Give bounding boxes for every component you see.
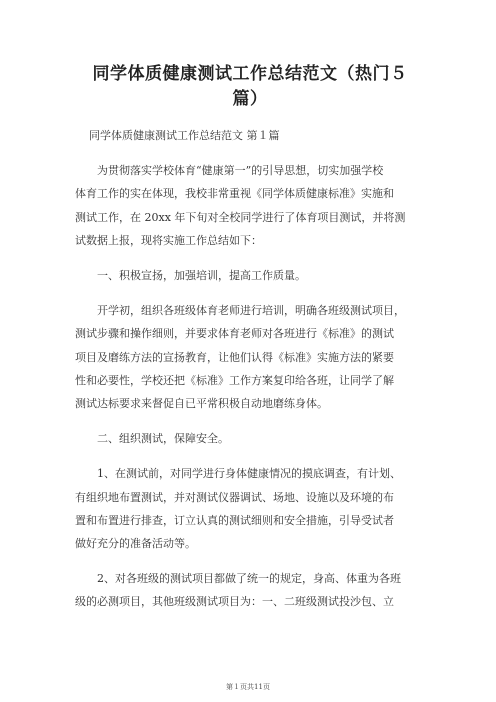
page-footer: [0, 682, 496, 692]
title-line-1: 同学体质健康测试工作总结范文（热门５: [92, 64, 408, 84]
page-number: 第１页共11页: [226, 683, 270, 691]
paragraph-line: 级的必测项目，其他班级测试项目为：一、二班级测试投沙包、立: [75, 595, 394, 609]
subheading: 一、积极宣扬，加强培训，提高工作质量。: [97, 269, 306, 283]
paragraph-line: 做好充分的准备活动等。: [75, 537, 196, 551]
title-line-2: 篇）: [232, 89, 268, 109]
paragraph-line: 为贯彻落实学校体育“健康第一”的引导思想，切实加强学校: [97, 164, 384, 178]
paragraph-line: 测试工作，在 20xx 年下旬对全校同学进行了体育项目测试，并将测: [75, 210, 406, 224]
paragraph-line: 项目及磨练方法的宣扬教育，让他们认得《标准》实施方法的紧要: [75, 350, 394, 364]
subheading: 二、组织测试，保障安全。: [97, 432, 229, 446]
paragraph-line: 测试步骤和操作细则，并要求体育老师对各班进行《标准》的测试: [75, 327, 394, 341]
paragraph-line: 性和必要性，学校还把《标准》工作方案复印给各班，让同学了解: [75, 373, 394, 387]
paragraph-line: 2、对各班级的测试项目都做了统一的规定，身高、体重为各班: [97, 572, 401, 586]
document-title: [60, 62, 440, 112]
paragraph-line: 体育工作的实在体现，我校非常重视《同学体质健康标准》实施和: [75, 187, 394, 201]
paragraph-line: 置和布置进行排查，订立认真的测试细则和安全措施，引导受试者: [75, 513, 394, 527]
paragraph-line: 测试达标要求来督促自已平常积极自动地磨练身体。: [75, 397, 328, 411]
document-body: [75, 124, 435, 614]
paragraph-line: 有组织地布置测试，并对测试仪器调试、场地、设施以及环境的布: [75, 490, 394, 504]
paragraph-line: 1、在测试前，对同学进行身体健康情况的摸底调查，有计划、: [97, 467, 401, 481]
paragraph-line: 试数据上报，现将实施工作总结如下：: [75, 233, 262, 247]
section-heading: 同学体质健康测试工作总结范文 第１篇: [89, 129, 280, 142]
paragraph-line: 开学初，组织各班级体育老师进行培训，明确各班级测试项目，: [97, 304, 405, 318]
